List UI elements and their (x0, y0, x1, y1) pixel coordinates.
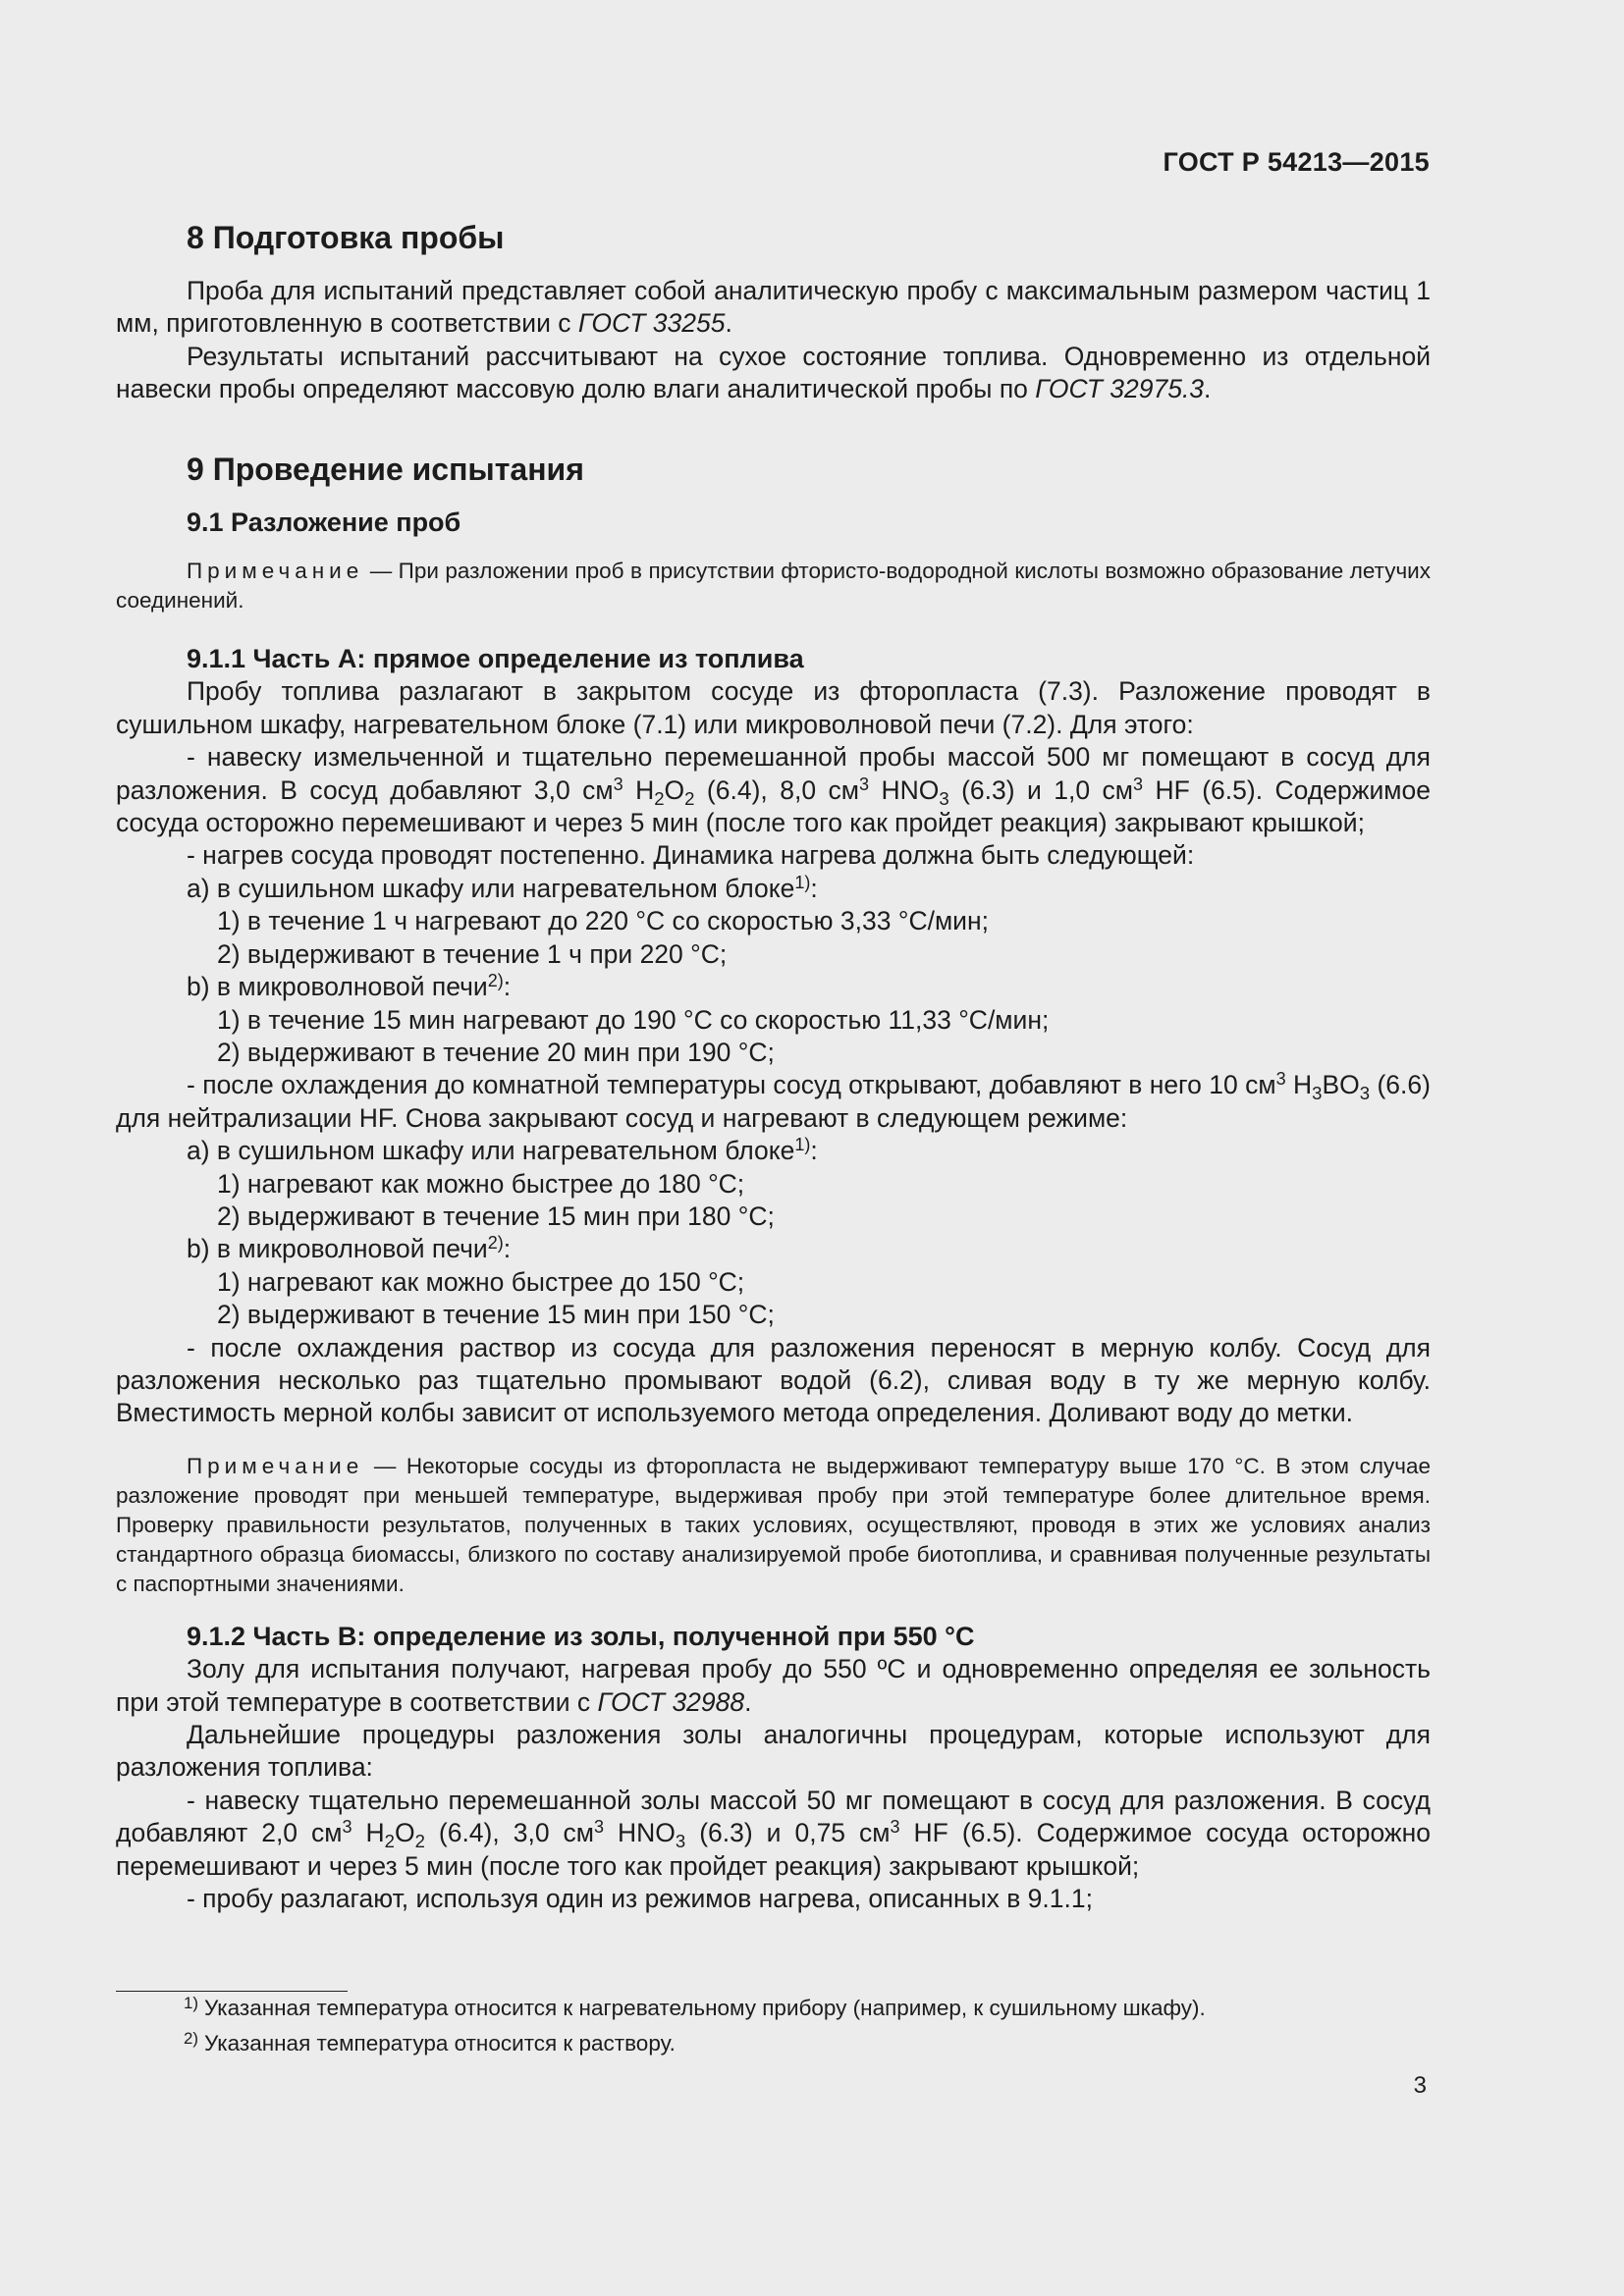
paragraph: Дальнейшие процедуры разложения золы аналогичны процедурам, которые используют для разложения топлива: (116, 1720, 1431, 1783)
footnote-1: $^{1)}$ Указанная температура относится к нагревательному прибору (например, к сушильному шкафу). (184, 1994, 1206, 2020)
list-item: 2) выдерживают в течение 1 ч при 220 °С; (217, 938, 728, 969)
footnote-ref: 1) (794, 872, 811, 892)
paragraph: Результаты испытаний рассчитывают на сухое состояние топлива. Одновременно из отдельной навески пробы определяют массовую долю влаги аналитической пробы по ГОСТ 32975.3. (116, 341, 1431, 404)
paragraph: Пробу топлива разлагают в закрытом сосуде из фторопласта (7.3). Разложение проводят в сушильном шкафу, нагревательном блоке (7.1) или микроволновой печи (7.2). Для этого: (116, 676, 1431, 739)
subsection-9-1-2-title: 9.1.2 Часть В: определение из золы, полученной при 550 °С (187, 1621, 975, 1651)
section-9-title: 9 Проведение испытания (187, 451, 584, 487)
list-item: а) в сушильном шкафу или нагревательном блоке$^{1)}$: (187, 1135, 818, 1166)
note-2: Примечание — Некоторые сосуды из фторопласта не выдерживают температуру выше 170 °С. В этом случае разложение проводят при меньшей температуре, выдерживая пробу при этой температуре более длительное время. Проверку правильности результатов, полученных в таких условиях, осуществляют, проводя в этих же условиях анализ стандартного образца биомассы, близкого по составу анализируемой пробе биотоплива, и сравнивая полученные результаты с паспортными значениями. (116, 1453, 1431, 1596)
list-item: - навеску тщательно перемешанной золы массой 50 мг помещают в сосуд для разложения. В сосуд добавляют 2,0 $см^3$ $H_2O_2$ (6.4), 3,0 $см^3$ $HNO_3$ (6.3) и 0,75 $см^3$ HF (6.5). Содержимое сосуда осторожно перемешивают и через 5 мин (после того как пройдет реакция) закрывают крышкой; (116, 1785, 1432, 1881)
footnote-2: $^{2)}$ Указанная температура относится к раствору. (184, 2029, 676, 2056)
list-item: b) в микроволновой печи$^{2)}$: (187, 971, 512, 1002)
list-item: - пробу разлагают, используя один из режимов нагрева, описанных в 9.1.1; (187, 1884, 1093, 1914)
footnote-ref: 2) (487, 1233, 504, 1254)
footnote-separator (116, 1991, 348, 1992)
section-8-title: 8 Подготовка пробы (187, 220, 505, 255)
note-label: Примечание (187, 559, 364, 584)
subsection-9-1-title: 9.1 Разложение проб (187, 507, 461, 537)
document-header-id: ГОСТ Р 54213—2015 (1163, 147, 1430, 177)
list-item: - навеску измельченной и тщательно перемешанной пробы массой 500 мг помещают в сосуд для разложения. В сосуд добавляют 3,0 $см^3$ $H_2O_2$ (6.4), 8,0 $см^3$ $HNO_3$ (6.3) и 1,0 $см^3$ HF (6.5). Содержимое сосуда осторожно перемешивают и через 5 мин (после того как пройдет реакция) закрывают крышкой; (116, 742, 1431, 838)
list-item: 1) нагревают как можно быстрее до 150 °С; (217, 1266, 745, 1297)
page-number: 3 (1413, 2072, 1427, 2099)
list-item: - после охлаждения раствор из сосуда для разложения переносят в мерную колбу. Сосуд для разложения несколько раз тщательно промывают водой (6.2), сливая воду в ту же мерную колбу. Вместимость мерной колбы зависит от используемого метода определения. Доливают воду до метки. (116, 1332, 1431, 1428)
list-item: 2) выдерживают в течение 20 мин при 190 °С; (217, 1037, 775, 1067)
paragraph: Проба для испытаний представляет собой аналитическую пробу с максимальным размером частиц 1 мм, приготовленную в соответствии с ГОСТ 33255. (116, 276, 1431, 339)
list-item: 2) выдерживают в течение 15 мин при 150 °С; (217, 1300, 775, 1330)
list-item: 1) нагревают как можно быстрее до 180 °С; (217, 1168, 745, 1199)
standard-reference: ГОСТ 32988 (597, 1686, 745, 1717)
standard-reference: ГОСТ 32975.3 (1035, 374, 1205, 404)
footnote-ref: 1) (794, 1135, 811, 1155)
list-item: b) в микроволновой печи$^{2)}$: (187, 1233, 512, 1264)
list-item: - нагрев сосуда проводят постепенно. Динамика нагрева должна быть следующей: (187, 840, 1195, 871)
document-body (116, 218, 1431, 1915)
subsection-9-1-1-title: 9.1.1 Часть А: прямое определение из топлива (187, 644, 804, 674)
list-item: 1) в течение 1 ч нагревают до 220 °С со скоростью 3,33 °С/мин; (217, 906, 989, 936)
list-item: а) в сушильном шкафу или нагревательном блоке$^{1)}$: (187, 872, 818, 903)
paragraph: Золу для испытания получают, нагревая пробу до 550 ºС и одновременно определяя ее зольность при этой температуре в соответствии с ГОСТ 32988. (116, 1654, 1431, 1717)
note-1: Примечание — При разложении проб в присутствии фтористо-водородной кислоты возможно образование летучих соединений. (116, 559, 1431, 614)
list-item: - после охлаждения до комнатной температуры сосуд открывают, добавляют в него 10 $см^3$ $H_3BO_3$ (6.6) для нейтрализации HF. Снова закрывают сосуд и нагревают в следующем режиме: (116, 1069, 1431, 1133)
list-item: 1) в течение 15 мин нагревают до 190 °С со скоростью 11,33 °С/мин; (217, 1004, 1050, 1035)
footnote-ref: 2) (487, 971, 504, 991)
list-item: 2) выдерживают в течение 15 мин при 180 °С; (217, 1201, 775, 1231)
standard-reference: ГОСТ 33255 (577, 308, 726, 339)
note-label: Примечание (187, 1453, 364, 1478)
